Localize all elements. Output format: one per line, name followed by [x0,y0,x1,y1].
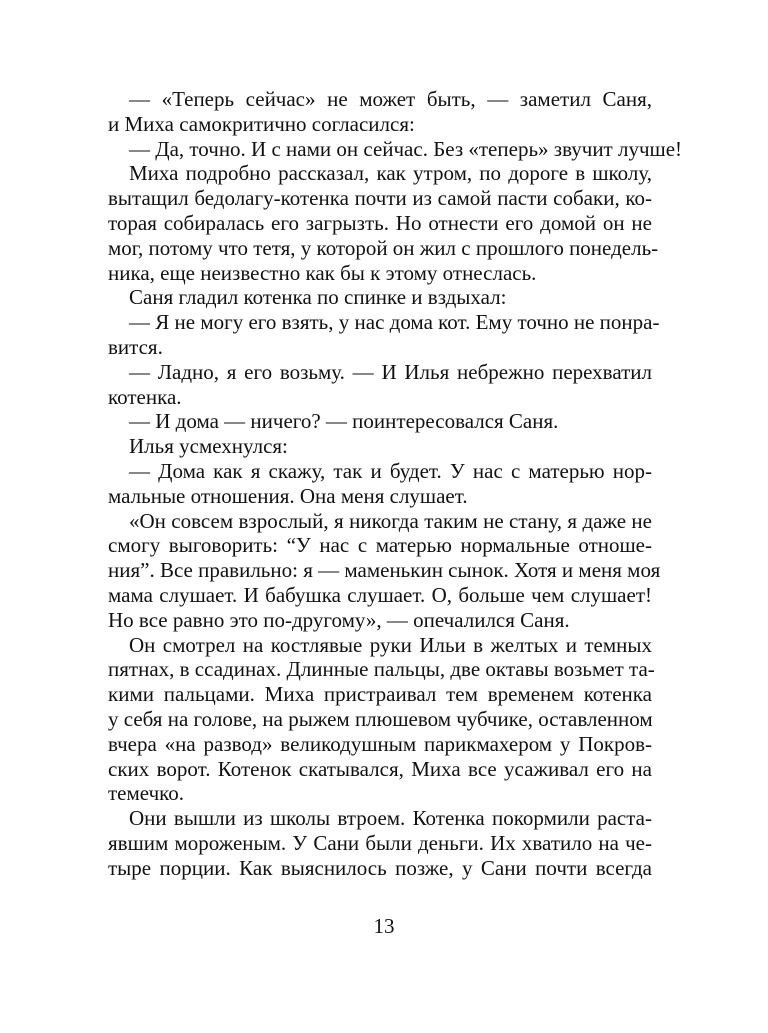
text-line: ния”. Все правильно: я — маменькин сынок. Хотя и меня моя [108,558,661,583]
text-line: ника, еще неизвестно как бы к этому отнеслась. [108,260,537,285]
text-line: Но все равно это по-другому», — опечалился Саня. [108,607,570,632]
text-line: «Он совсем взрослый, я никогда таким не стану, я даже не [129,508,652,533]
text-line: мог, потому что тетя, у которой он жил с прошлого понедель- [108,235,659,260]
text-line: мама слушает. И бабушка слушает. О, больше чем слушает! [108,582,652,607]
text-line: кими пальцами. Миха пристраивал тем временем котенка [108,682,652,707]
text-line: у себя на голове, на рыжем плюшевом чубчике, оставленном [108,706,653,731]
text-line: явшим мороженым. У Сани были деньги. Их хватило на че- [108,830,652,855]
text-line: Илья усмехнулся: [129,434,288,459]
text-line: вытащил бедолагу-котенка почти из самой пасти собаки, ко- [108,186,652,211]
text-line: торая собиралась его загрызть. Но отнести его домой он не [108,210,652,235]
text-line: тыре порции. Как выяснилось позже, у Сани почти всегда [108,855,652,880]
text-line: вится. [108,334,163,359]
text-line: пятнах, в ссадинах. Длинные пальцы, две октавы возьмет та- [108,657,655,682]
text-line: — «Теперь сейчас» не может быть, — заметил Саня, [129,87,652,111]
text-line: котенка. [108,384,182,409]
text-line: вчера «на развод» великодушным парикмахером у Покров- [108,731,652,756]
text-line: и Миха самокритично согласился: [108,111,415,136]
body-text [108,87,683,881]
text-line: темечко. [108,781,185,806]
text-line: ских ворот. Котенок скатывался, Миха все усаживал его на [108,756,652,781]
text-line: — Я не могу его взять, у нас дома кот. Ему точно не понра- [129,310,660,335]
text-line: — Ладно, я его возьму. — И Илья небрежно перехватил [129,359,652,384]
text-line: — Да, точно. И с нами он сейчас. Без «теперь» звучит лучше! [129,136,683,161]
text-line: смогу выговорить: “У нас с матерью нормальные отноше- [108,533,652,558]
text-line: Он смотрел на костлявые руки Ильи в желтых и темных [129,632,652,657]
text-line: — И дома — ничего? — поинтересовался Саня. [129,409,559,434]
page-number: 13 [373,914,395,938]
text-line: Они вышли из школы втроем. Котенка покормили раста- [129,806,652,831]
text-line: мальные отношения. Она меня слушает. [108,483,468,508]
text-line: Саня гладил котенка по спинке и вздыхал: [129,285,507,310]
text-line: — Дома как я скажу, так и будет. У нас с матерью нор- [129,458,652,483]
text-line: Миха подробно рассказал, как утром, по дороге в школу, [129,161,652,186]
